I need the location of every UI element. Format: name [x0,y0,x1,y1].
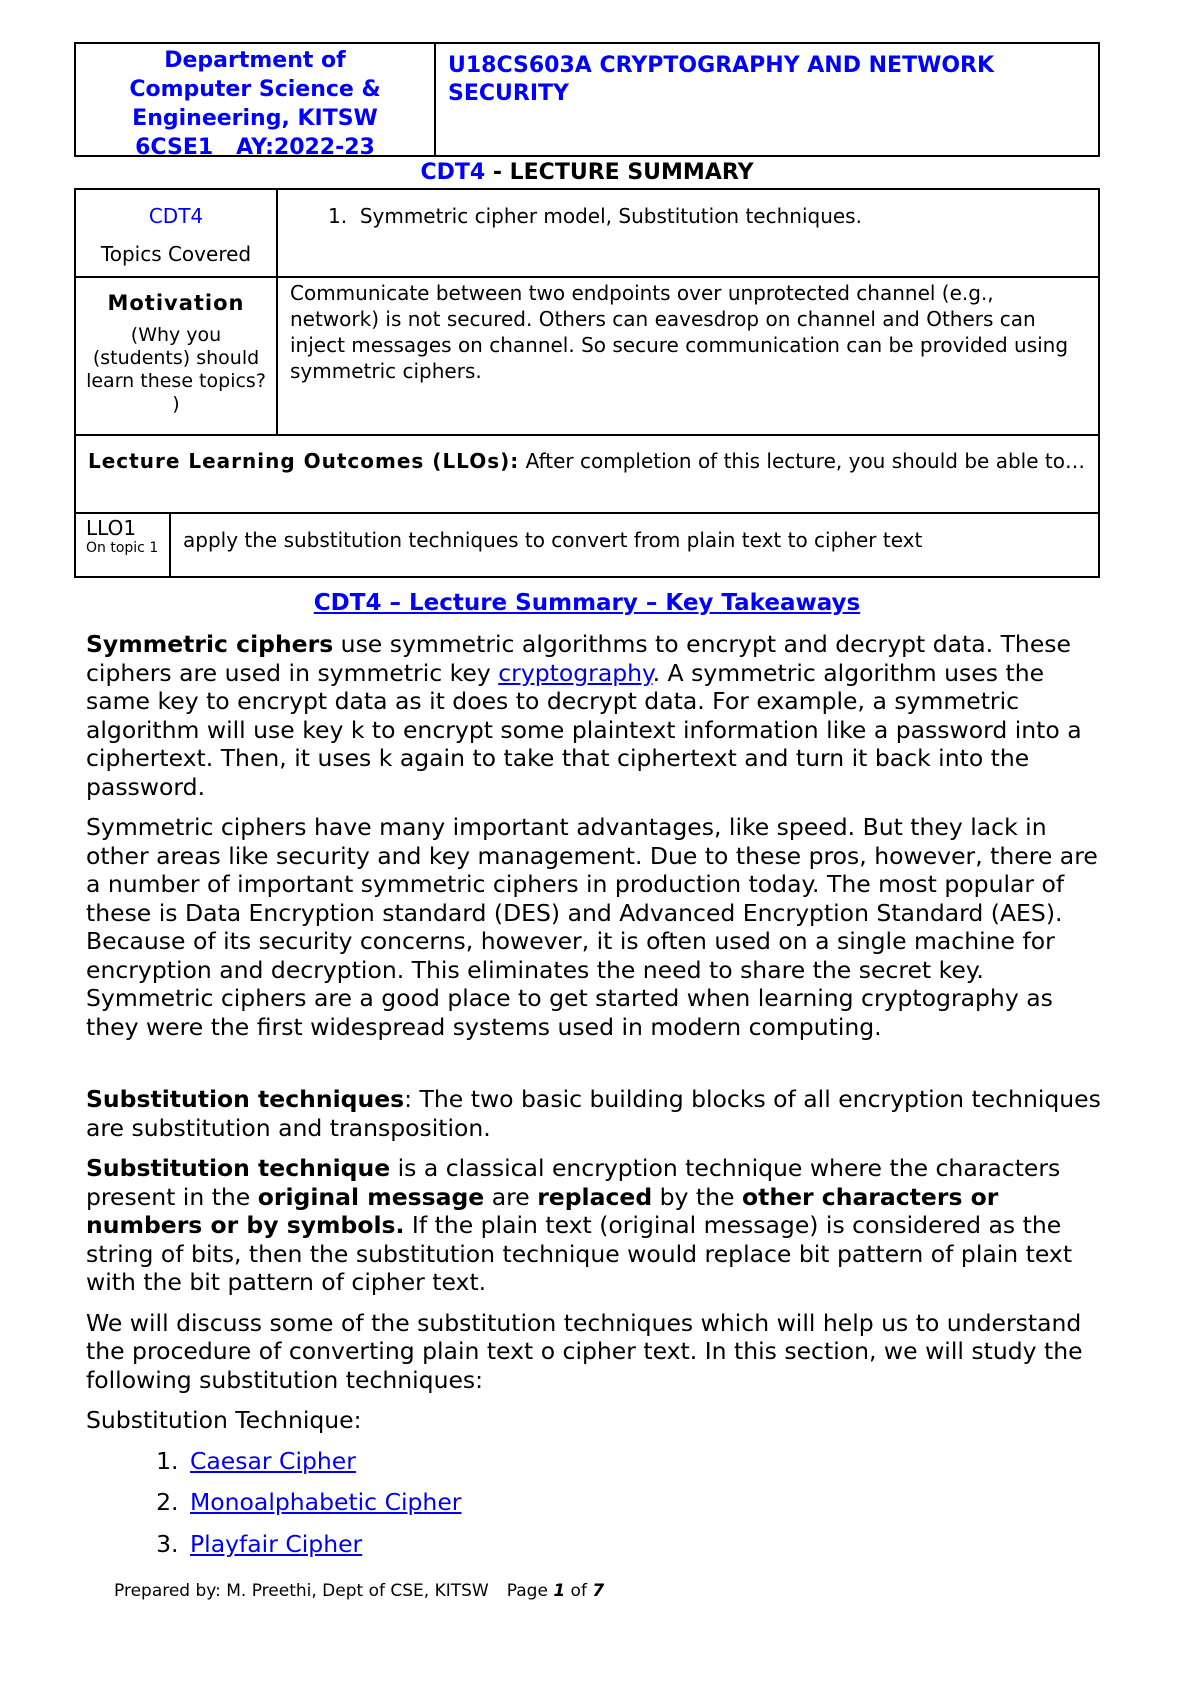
header-table [74,42,1100,160]
motivation-sub: (Why you (students) should learn these topics? ) [86,324,266,415]
text-run: use symmetric algorithms to encrypt and decrypt data. These ciphers are used in symmetric key [86,630,1071,687]
text-run: . A symmetric algorithm uses the same key to encrypt data as it does to decrypt data. For example, a symmetric algorithm will use key k to encrypt some plaintext information like a password into a ciphertext. Then, it uses k again to take that ciphertext and turn it back into the password. [86,658,1082,801]
dept-line: Engineering, KITSW [132,106,378,131]
paragraph-advantages: Symmetric ciphers have many important advantages, like speed. But they lack in other areas like security and key management. Due to these pros, however, there are a number of important symmetric ciphers in production today. The most popular of these is Data Encryption standard (DES) and Advanced Encryption Standard (AES). Because of its security concerns, however, it is often used on a single machine for encryption and decryption. This eliminates the need to share the secret key. Symmetric ciphers are a good place to get started when learning cryptography as they were the first widespread systems used in modern computing. [86,813,1098,1041]
bold-term: other characters or numbers or by symbols. [86,1182,999,1239]
paragraph-symmetric [86,630,1106,801]
topics-value-cell [278,190,1098,276]
bold-term: Symmetric ciphers [86,630,334,658]
takeaways-title: CDT4 – Lecture Summary – Key Takeaways [313,590,861,616]
bold-term: Substitution technique [86,1154,391,1182]
department-cell [76,44,436,160]
list-item [186,1447,1106,1476]
list-title: Substitution Technique: [86,1406,362,1434]
llo1-row [76,514,1098,576]
bold-term: Substitution techniques [86,1085,405,1113]
text-run: is a classical encryption technique where the characters present in the [86,1154,1061,1211]
text-run: by the [652,1182,742,1211]
lecture-summary-heading [74,159,1100,187]
playfair-cipher-link[interactable]: Playfair Cipher [190,1529,363,1558]
lecture-summary-suffix: - LECTURE SUMMARY [485,160,754,185]
motivation-label-cell [76,278,278,434]
dept-line: Department of [164,48,346,73]
text-run: : The two basic building blocks of all encryption techniques are substitution and transposition. [86,1085,1101,1142]
course-title: U18CS603A CRYPTOGRAPHY AND NETWORK SECURITY [448,53,995,106]
topics-item-number: 1. [328,204,348,228]
page-current: 1 [553,1581,566,1601]
topics-label: Topics Covered [100,242,252,266]
dept-line: 6CSE1 AY:2022-23 [135,135,375,160]
text-run: are [484,1182,538,1211]
llo-header-row [76,436,1098,514]
page-number [507,1581,604,1601]
llo1-text: apply the substitution techniques to convert from plain text to cipher text [183,528,923,552]
motivation-label: Motivation [107,291,245,315]
cryptography-link[interactable]: cryptography [498,658,653,687]
topics-item: Symmetric cipher model, Substitution techniques. [359,204,862,228]
llo1-sub: On topic 1 [86,540,159,556]
body-content [86,630,1106,1571]
paragraph-substitution-intro [86,1085,1106,1142]
llo1-code: LLO1 [86,516,137,540]
bold-term: replaced [537,1182,653,1211]
llo1-code-cell [76,514,171,576]
bold-term: original message [257,1182,485,1211]
topics-code: CDT4 [148,204,204,228]
page-footer [114,1581,604,1601]
page-total: 7 [592,1581,605,1601]
list-item [186,1488,1106,1517]
dept-line: Computer Science & [129,77,381,102]
summary-table [74,188,1100,578]
caesar-cipher-link[interactable]: Caesar Cipher [190,1446,356,1475]
page-of: of [565,1581,593,1601]
motivation-text: Communicate between two endpoints over unprotected channel (e.g., network) is not secured. Others can eavesdrop on channel and Others can inject messages on channel. So secure communication can be provided using symmetric ciphers. [290,281,1069,383]
techniques-list [86,1447,1106,1559]
text-run: If the plain text (original message) is considered as the string of bits, then the substitution technique would replace bit pattern of plain text with the bit pattern of cipher text. [86,1211,1073,1296]
prepared-by: Prepared by: M. Preethi, Dept of CSE, KITSW [114,1581,489,1601]
topics-label-cell [76,190,278,276]
topics-row [76,190,1098,278]
paragraph-discussion: We will discuss some of the substitution techniques which will help us to understand the procedure of converting plain text o cipher text. In this section, we will study the following substitution techniques: [86,1308,1083,1394]
monoalphabetic-cipher-link[interactable]: Monoalphabetic Cipher [190,1488,462,1516]
motivation-row [76,278,1098,436]
llo-header-label: Lecture Learning Outcomes (LLOs): [88,449,520,473]
paragraph-substitution-def [86,1154,1106,1297]
list-item [186,1530,1106,1559]
page-label: Page [506,1581,554,1601]
llo-header-text: After completion of this lecture, you should be able to… [519,449,1085,473]
lecture-summary-code: CDT4 [420,160,486,185]
